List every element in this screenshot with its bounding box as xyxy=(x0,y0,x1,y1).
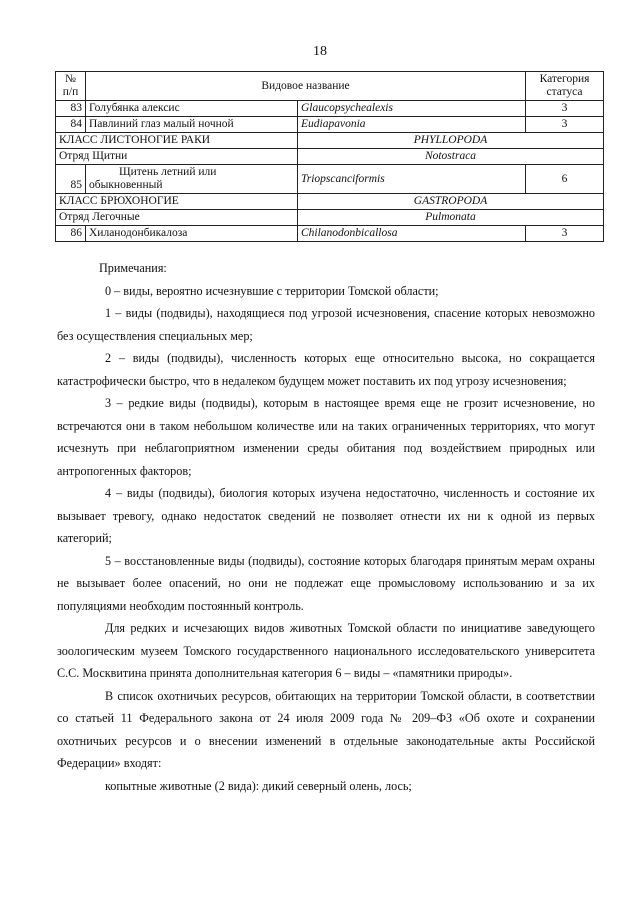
note-category-6: Для редких и исчезающих видов животных Томской области по инициативе заведующего зоологическим музеем Томского государственного национального исследовательского университета С.С. Москвитина принята дополнительная категория 6 – виды – «памятники природы». xyxy=(57,621,595,680)
row-russian-name: Павлиний глаз малый ночной xyxy=(86,117,298,133)
note-category-1: 1 – виды (подвиды), находящиеся под угрозой исчезновения, спасение которых невозможно без осуществления специальных мер; xyxy=(57,306,595,343)
order-row xyxy=(56,210,604,226)
row-category: 3 xyxy=(526,226,604,242)
row-russian-name: Щитень летний или обыкновенный xyxy=(86,165,298,194)
table-row xyxy=(56,101,604,117)
note-category-0: 0 – виды, вероятно исчезнувшие с территории Томской области; xyxy=(105,283,439,298)
note-category-2: 2 – виды (подвиды), численность которых еще относительно высока, но сокращается катастрофически быстро, что в недалеком будущем может поставить их под угрозу исчезновения; xyxy=(57,351,595,388)
row-russian-name: Хиланодонбикалоза xyxy=(86,226,298,242)
header-category: Категория статуса xyxy=(526,72,604,101)
order-russian-name: Отряд Легочные xyxy=(56,210,298,226)
note-category-5: 5 – восстановленные виды (подвиды), состояние которых благодаря принятым мерам охраны не вызывает более опасений, но они не подлежат еще промысловому использованию и за их популяциями необходим постоянный контроль. xyxy=(57,553,595,613)
row-category: 3 xyxy=(526,117,604,133)
class-row xyxy=(56,194,604,210)
notes-section xyxy=(57,257,595,797)
species-table xyxy=(55,71,604,242)
notes-title: Примечания: xyxy=(99,261,167,275)
table-row xyxy=(56,117,604,133)
row-num: 86 xyxy=(56,226,86,242)
row-category: 6 xyxy=(526,165,604,194)
order-latin-name: Pulmonata xyxy=(298,210,604,226)
order-row xyxy=(56,149,604,165)
table-header-row xyxy=(56,72,604,101)
page-number: 18 xyxy=(313,44,327,59)
class-russian-name: КЛАСС БРЮХОНОГИЕ xyxy=(56,194,298,210)
row-latin-name: Triopscanciformis xyxy=(298,165,526,194)
order-russian-name: Отряд Щитни xyxy=(56,149,298,165)
hunting-resources-paragraph: В список охотничьих ресурсов, обитающих на территории Томской области, в соответствии со статьей 11 Федерального закона от 24 июля 2009 года № 209–ФЗ «Об охоте и сохранении охотничьих ресурсов и о внесении изменений в отдельные законодательные акты Российской Федерации» входят: xyxy=(57,688,595,770)
note-category-3: 3 – редкие виды (подвиды), которым в настоящее время еще не грозит исчезновение, но встречаются они в таком небольшом количестве или на таких ограниченных территориях, что могут исчезнуть при неблагоприятном изменении среды обитания под воздействием природных или антропогенных факторов; xyxy=(57,396,595,478)
header-name: Видовое название xyxy=(86,72,526,101)
table-row xyxy=(56,226,604,242)
note-category-4: 4 – виды (подвиды), биология которых изучена недостаточно, численность и состояние их вызывает тревогу, однако недостаток сведений не позволяет отнести их ни к одной из первых категорий; xyxy=(57,486,595,545)
row-latin-name: Chilanodonbicallosa xyxy=(298,226,526,242)
class-latin-name: GASTROPODA xyxy=(298,194,604,210)
row-latin-name: Glaucopsychealexis xyxy=(298,101,526,117)
row-num: 85 xyxy=(56,165,86,194)
order-latin-name: Notostraca xyxy=(298,149,604,165)
row-latin-name: Eudiapavonia xyxy=(298,117,526,133)
ungulates-paragraph: копытные животные (2 вида): дикий северный олень, лось; xyxy=(105,778,412,793)
row-category: 3 xyxy=(526,101,604,117)
class-latin-name: PHYLLOPODA xyxy=(298,133,604,149)
row-num: 83 xyxy=(56,101,86,117)
header-num: № п/п xyxy=(56,72,86,101)
table-row xyxy=(56,165,604,194)
class-row xyxy=(56,133,604,149)
row-num: 84 xyxy=(56,117,86,133)
row-russian-name: Голубянка алексис xyxy=(86,101,298,117)
class-russian-name: КЛАСС ЛИСТОНОГИЕ РАКИ xyxy=(56,133,298,149)
